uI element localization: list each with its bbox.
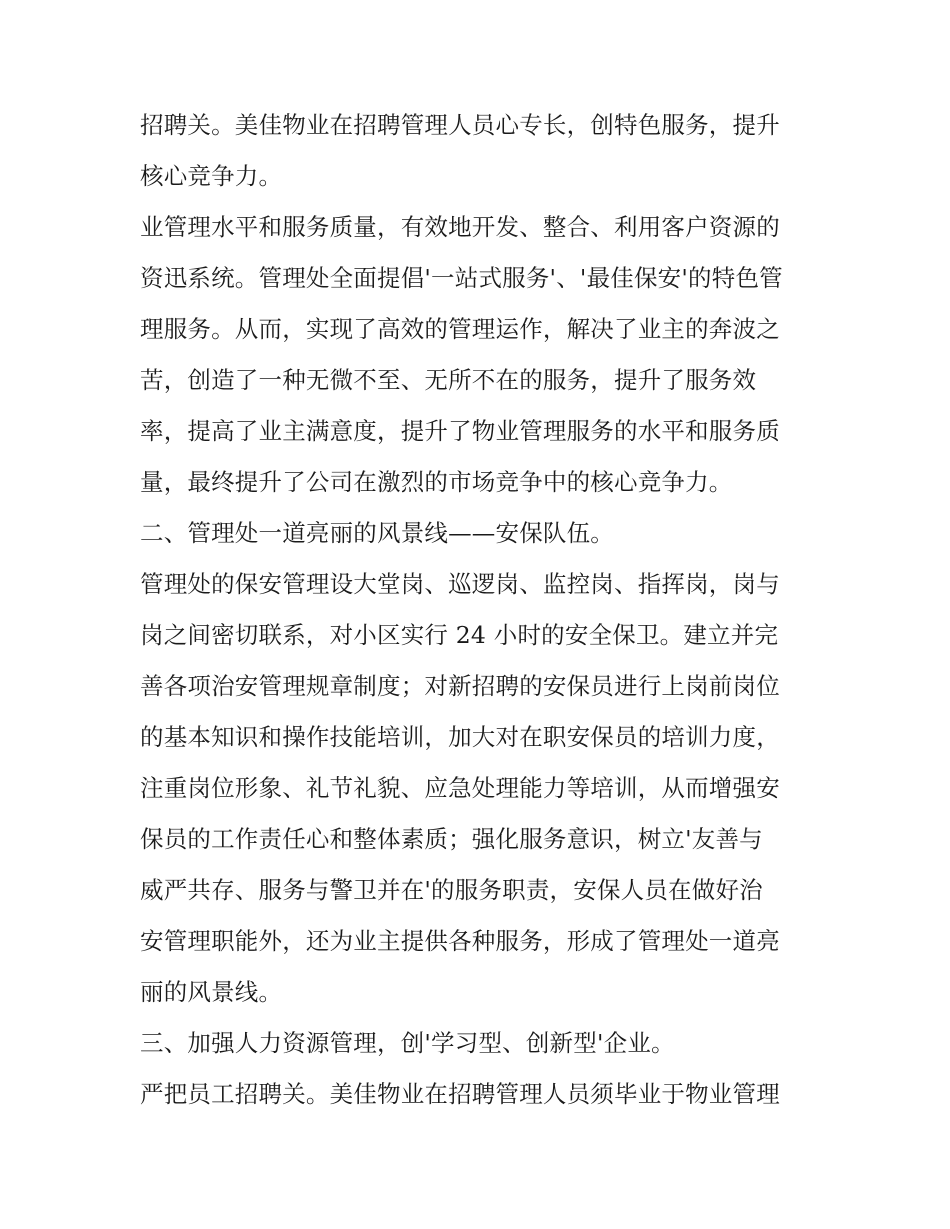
text-line: 保员的工作责任心和整体素质；强化服务意识，树立'友善与 <box>140 825 763 853</box>
document-body <box>140 100 815 1120</box>
text-line: 率，提高了业主满意度，提升了物业管理服务的水平和服务质 <box>140 417 780 445</box>
section-heading: 二、管理处一道亮丽的风景线——安保队伍。 <box>140 519 614 547</box>
text-line: 量，最终提升了公司在激烈的市场竞争中的核心竞争力。 <box>140 468 733 496</box>
section-heading: 三、加强人力资源管理，创'学习型、创新型'企业。 <box>140 1029 675 1057</box>
text-line: 招聘关。美佳物业在招聘管理人员心专长，创特色服务，提升 <box>140 111 780 139</box>
text-line: 业管理水平和服务质量，有效地开发、整合、利用客户资源的 <box>140 213 780 241</box>
text-line: 资迅系统。管理处全面提倡'一站式服务'、'最佳保安'的特色管 <box>140 264 783 292</box>
text-line: 丽的风景线。 <box>140 978 283 1006</box>
text-line: 善各项治安管理规章制度；对新招聘的安保员进行上岗前岗位 <box>140 672 780 700</box>
text-line: 岗之间密切联系，对小区实行 24 小时的安全保卫。建立并完 <box>140 621 779 649</box>
text-line: 核心竞争力。 <box>140 162 283 190</box>
text-line: 安管理职能外，还为业主提供各种服务，形成了管理处一道亮 <box>140 927 780 955</box>
text-line: 苦，创造了一种无微不至、无所不在的服务，提升了服务效 <box>140 366 757 394</box>
text-line: 的基本知识和操作技能培训，加大对在职安保员的培训力度， <box>140 723 780 751</box>
text-line: 威严共存、服务与警卫并在'的服务职责，安保人员在做好治 <box>140 876 763 904</box>
text-line: 严把员工招聘关。美佳物业在招聘管理人员须毕业于物业管理 <box>140 1080 780 1108</box>
text-line: 注重岗位形象、礼节礼貌、应急处理能力等培训，从而增强安 <box>140 774 780 802</box>
text-line: 管理处的保安管理设大堂岗、巡逻岗、监控岗、指挥岗，岗与 <box>140 570 780 598</box>
text-line: 理服务。从而，实现了高效的管理运作，解决了业主的奔波之 <box>140 315 780 343</box>
